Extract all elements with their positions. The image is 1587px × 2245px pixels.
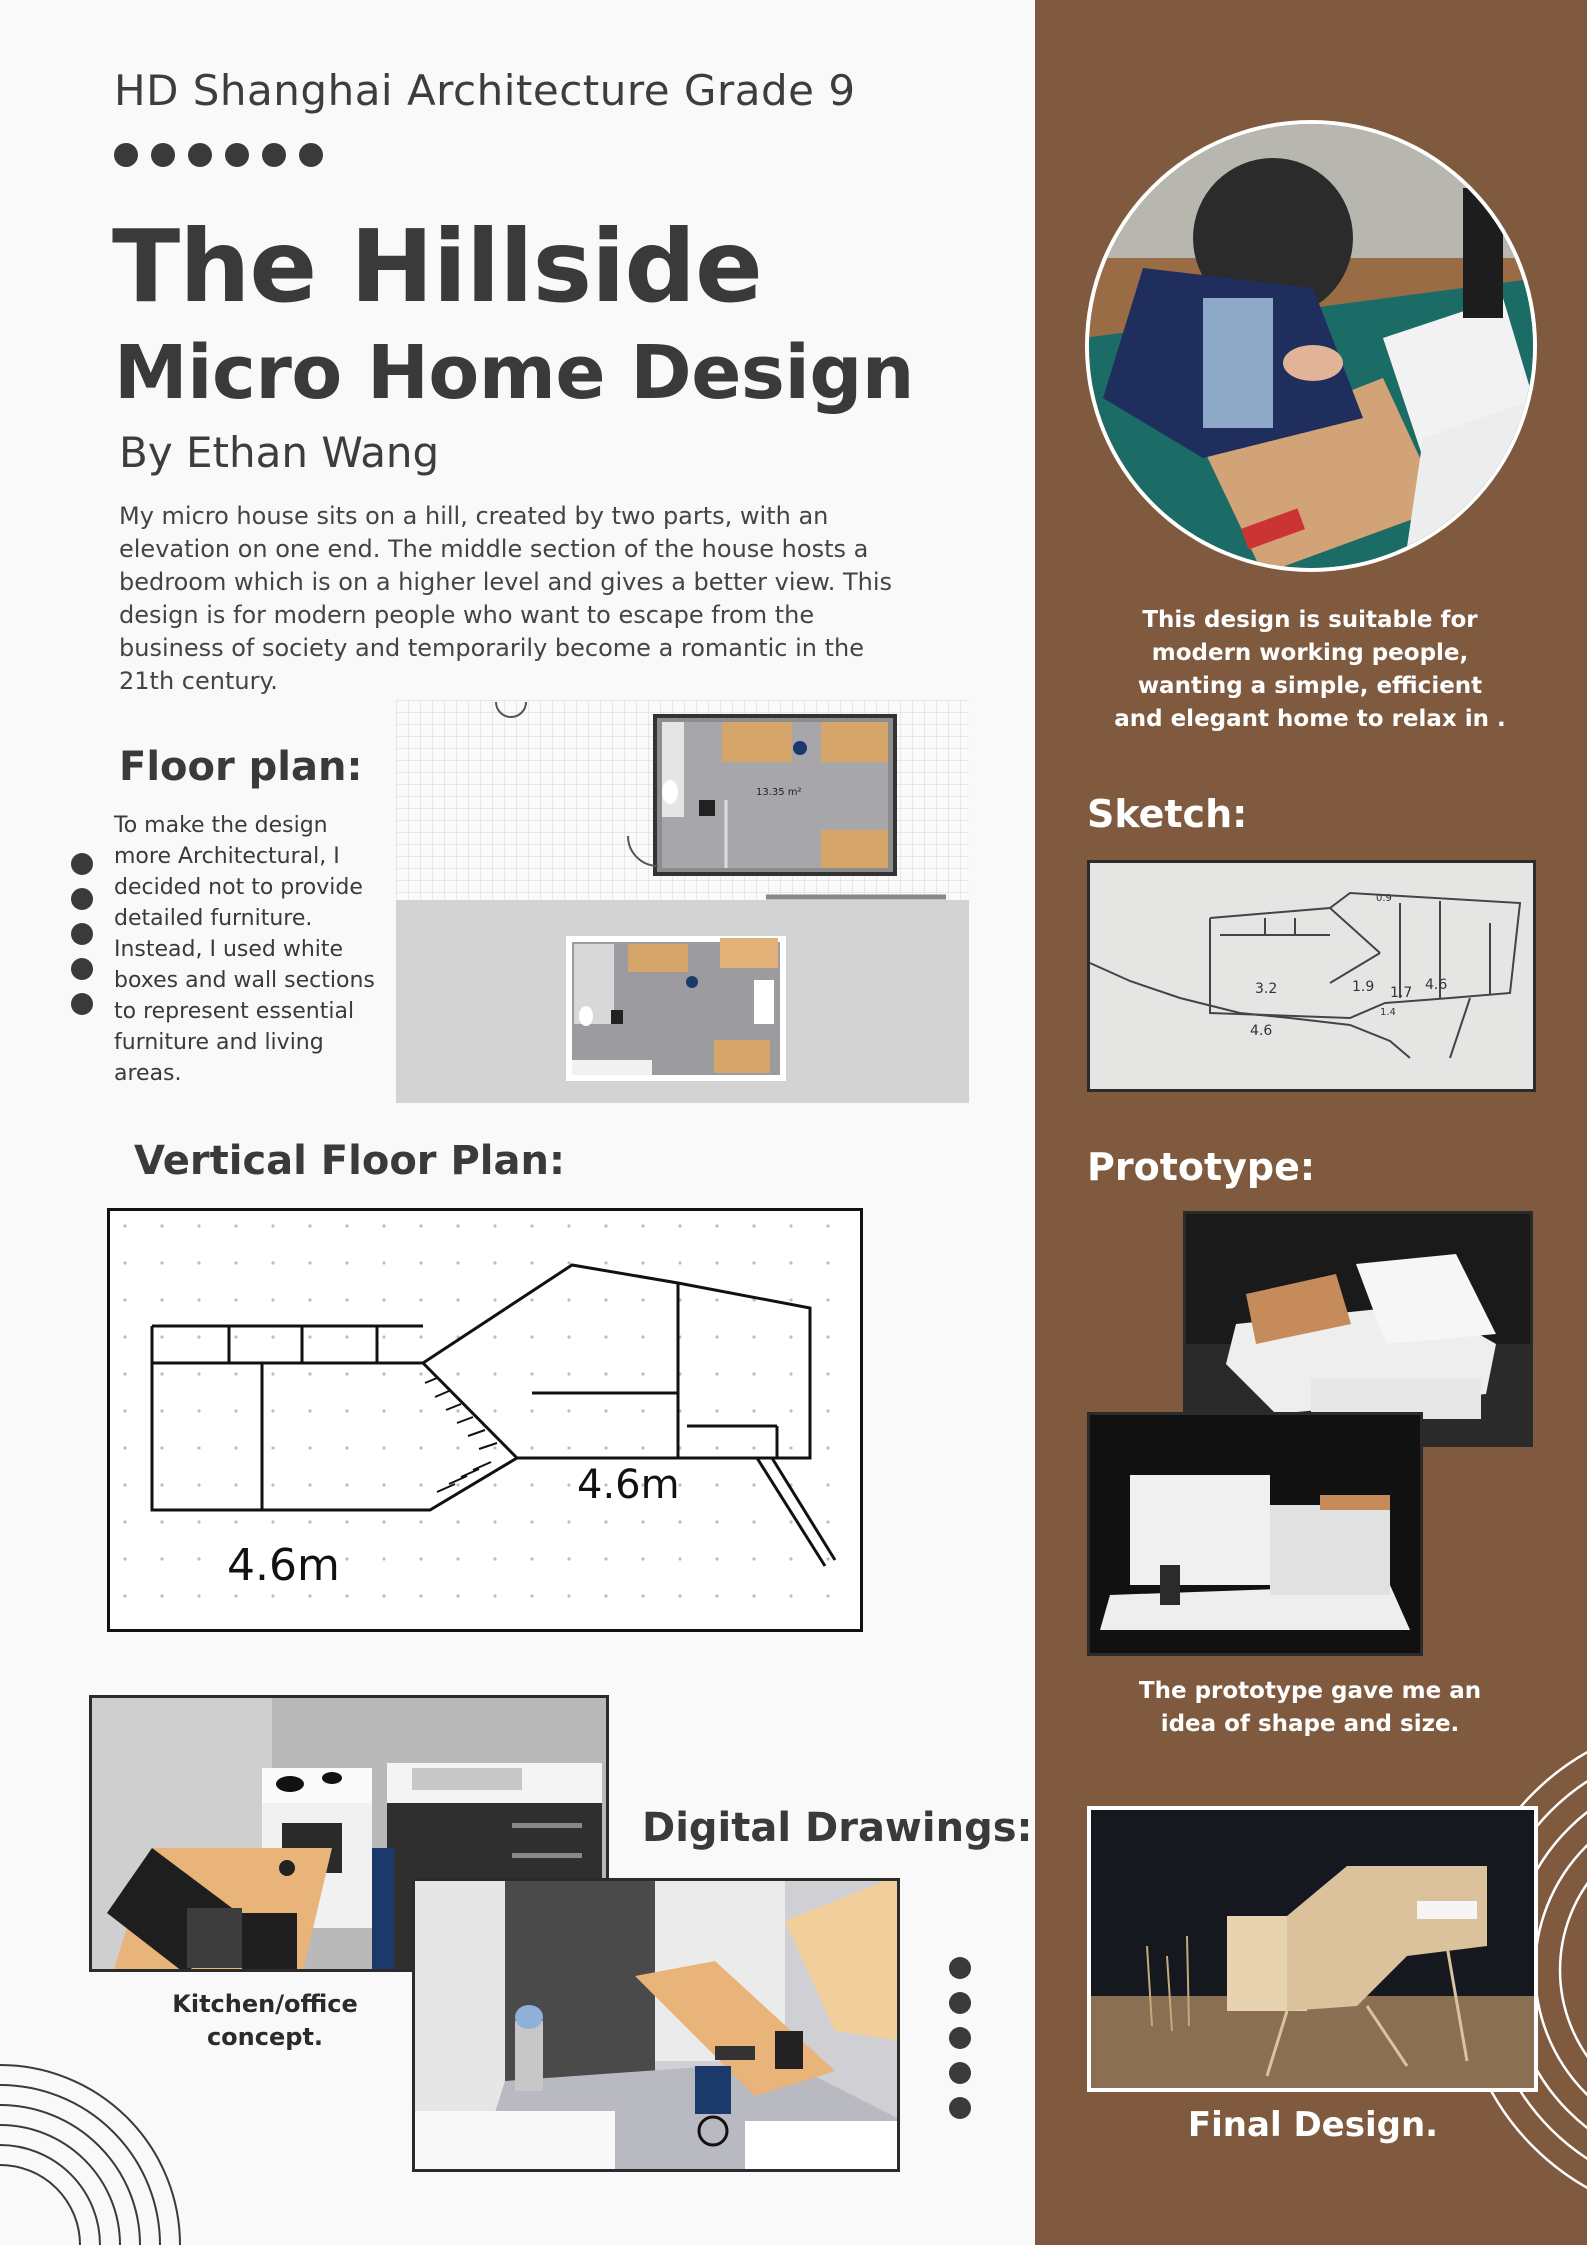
prototype-caption: The prototype gave me an idea of shape and size. xyxy=(1138,1678,1482,1737)
sketch-label-7: 0.9 xyxy=(1376,893,1392,904)
sketch-label-4: 4.6 xyxy=(1425,977,1448,993)
sketch-label-6: 1.4 xyxy=(1380,1007,1396,1018)
floor-plan-image xyxy=(396,700,969,1103)
intro-paragraph: My micro house sits on a hill, created by two parts, with an elevation on one end. The middle section of the house hosts a bedroom which is on a higher level and gives a better view. This design is for modern people who want to escape from the business of society and temporarily become a romantic in the 21th century. xyxy=(119,502,893,695)
kitchen-office-caption: Kitchen/office concept. xyxy=(172,1990,358,2051)
sketch-label-5: 4.6 xyxy=(1250,1023,1273,1039)
prototype-image-2 xyxy=(1087,1412,1423,1656)
vertical-plan-heading: Vertical Floor Plan: xyxy=(134,1138,565,1184)
page-title: The Hillside xyxy=(112,208,762,325)
sketch-image xyxy=(1087,860,1536,1092)
floor-plan-heading: Floor plan: xyxy=(119,744,363,790)
bullet-dots-bottom xyxy=(949,1957,971,2119)
sketch-label-3: 1.7 xyxy=(1390,985,1413,1001)
digital-drawings-heading: Digital Drawings: xyxy=(642,1805,1033,1851)
sketch-label-2: 1.9 xyxy=(1352,979,1375,995)
dot-row-decoration xyxy=(114,143,323,167)
prototype-heading: Prototype: xyxy=(1087,1145,1316,1189)
page-title-line2: Micro Home Design xyxy=(114,330,914,416)
author-byline: By Ethan Wang xyxy=(119,428,440,477)
course-subtitle: HD Shanghai Architecture Grade 9 xyxy=(114,66,856,115)
bullet-dots-left xyxy=(71,853,93,1015)
student-photo xyxy=(1083,118,1539,574)
photo-caption: This design is suitable for modern working people, wanting a simple, efficient and elegant home to relax in . xyxy=(1114,607,1506,732)
dimension-label-left: 4.6m xyxy=(227,1540,340,1591)
sketch-heading: Sketch: xyxy=(1087,792,1248,836)
sketch-label-1: 3.2 xyxy=(1255,981,1278,997)
vertical-floor-plan-drawing xyxy=(107,1208,863,1632)
decorative-arcs-bottom-left xyxy=(0,2040,240,2245)
dimension-label-right: 4.6m xyxy=(577,1462,680,1508)
office-render-image xyxy=(412,1878,900,2172)
floor-area-label: 13.35 m² xyxy=(756,787,802,798)
floor-plan-description: To make the design more Architectural, I decided not to provide detailed furniture. Instead, I used white boxes and wall sections to represent essential furniture and living areas. xyxy=(114,813,375,1086)
final-design-image xyxy=(1087,1806,1538,2092)
final-design-caption: Final Design. xyxy=(1187,2105,1439,2145)
